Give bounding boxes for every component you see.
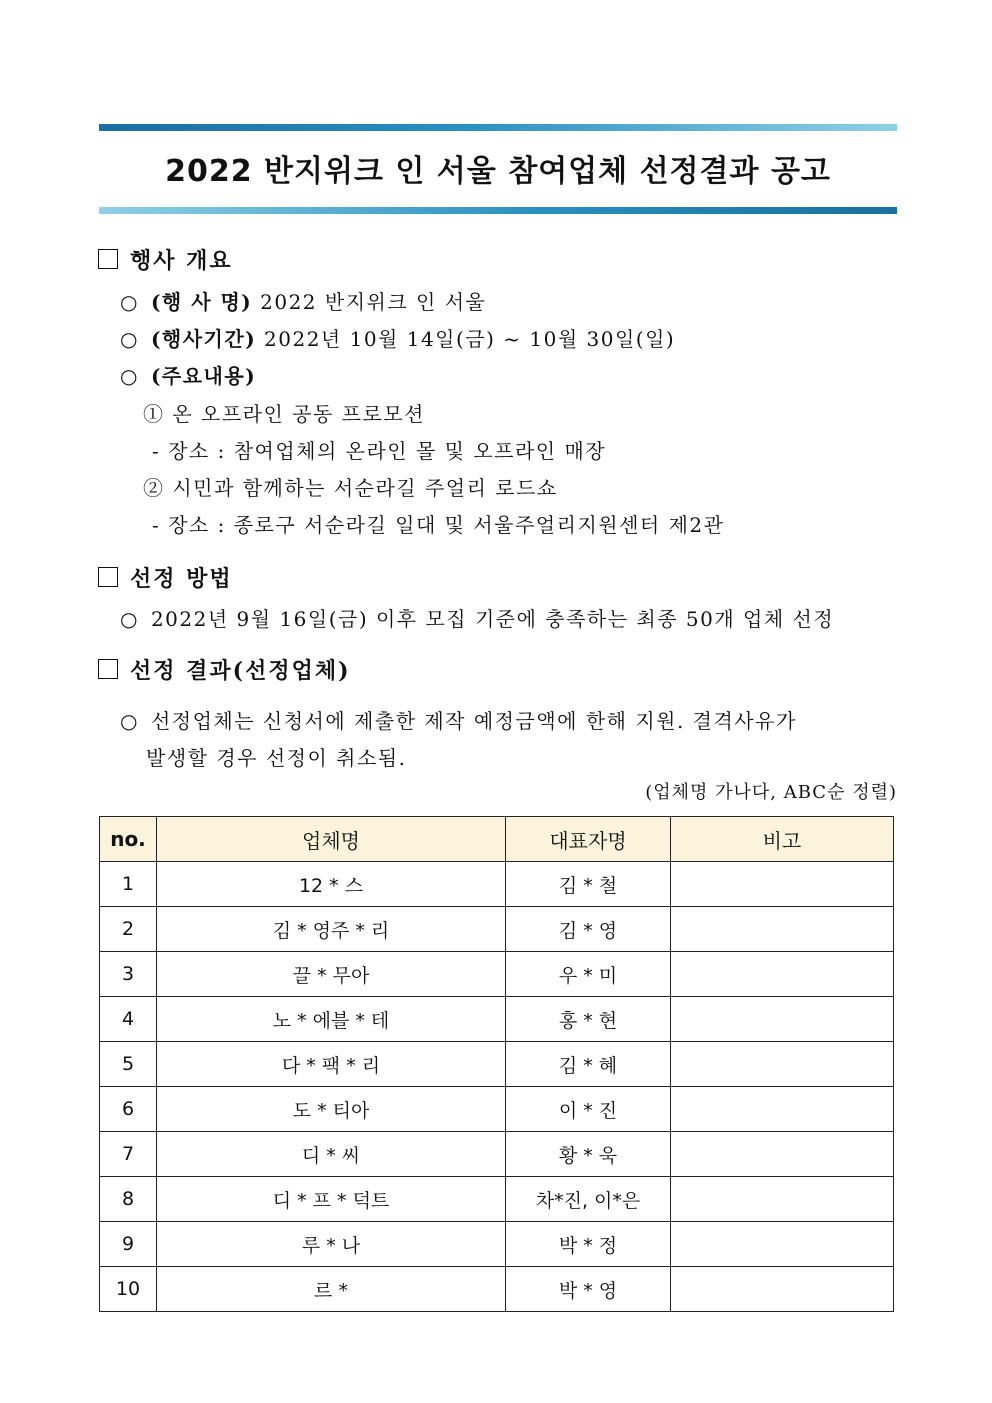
- header-no: no.: [100, 817, 157, 862]
- cell-company: 노 * 에블 * 테: [157, 997, 506, 1042]
- cell-representative: 박 * 정: [506, 1222, 671, 1267]
- cell-remarks: [671, 862, 894, 907]
- cell-no: 2: [100, 907, 157, 952]
- cell-remarks: [671, 907, 894, 952]
- overview-event-name: ○ (행 사 명) 2022 반지위크 인 서울: [120, 290, 487, 314]
- cell-company: 디 * 씨: [157, 1132, 506, 1177]
- cell-no: 7: [100, 1132, 157, 1177]
- header-remarks: 비고: [671, 817, 894, 862]
- cell-representative: 김 * 영: [506, 907, 671, 952]
- section-heading-results: 선정 결과(선정업체): [98, 654, 351, 685]
- overview-item-1-detail: - 장소 : 참여업체의 온라인 몰 및 오프라인 매장: [152, 439, 607, 463]
- results-text-line-2: 발생할 경우 선정이 취소됨.: [146, 746, 407, 770]
- title-top-bar: [99, 124, 897, 131]
- cell-no: 5: [100, 1042, 157, 1087]
- cell-no: 8: [100, 1177, 157, 1222]
- checkbox-square-icon: [98, 249, 118, 269]
- cell-no: 3: [100, 952, 157, 997]
- cell-no: 10: [100, 1267, 157, 1312]
- table-header-row: [100, 817, 894, 862]
- checkbox-square-icon: [98, 659, 118, 679]
- bullet-circle-icon: ○: [120, 290, 139, 314]
- bullet-circle-icon: ○: [120, 709, 139, 733]
- cell-remarks: [671, 1087, 894, 1132]
- selected-vendors-table: [99, 816, 894, 1312]
- checkbox-square-icon: [98, 567, 118, 587]
- circled-number-2: ②: [143, 476, 165, 500]
- cell-no: 1: [100, 862, 157, 907]
- table-row: [100, 907, 894, 952]
- cell-no: 6: [100, 1087, 157, 1132]
- bullet-circle-icon: ○: [120, 327, 139, 351]
- cell-company: 끌 * 무아: [157, 952, 506, 997]
- table-row: [100, 1042, 894, 1087]
- section-heading-overview: 행사 개요: [98, 244, 233, 275]
- overview-item-2: ② 시민과 함께하는 서순라길 주얼리 로드쇼: [143, 476, 558, 500]
- cell-company: 김 * 영주 * 리: [157, 907, 506, 952]
- table-row: [100, 997, 894, 1042]
- cell-no: 9: [100, 1222, 157, 1267]
- header-representative: 대표자명: [506, 817, 671, 862]
- method-text: ○ 2022년 9월 16일(금) 이후 모집 기준에 충족하는 최종 50개 업체 선정: [120, 607, 835, 631]
- cell-representative: 황 * 욱: [506, 1132, 671, 1177]
- cell-no: 4: [100, 997, 157, 1042]
- cell-representative: 박 * 영: [506, 1267, 671, 1312]
- bullet-circle-icon: ○: [120, 607, 139, 631]
- cell-remarks: [671, 1267, 894, 1312]
- overview-event-period: ○ (행사기간) 2022년 10월 14일(금) ~ 10월 30일(일): [120, 327, 676, 351]
- header-company: 업체명: [157, 817, 506, 862]
- cell-company: 다 * 팩 * 리: [157, 1042, 506, 1087]
- section-heading-method: 선정 방법: [98, 562, 233, 593]
- overview-main-content: ○ (주요내용): [120, 364, 257, 388]
- cell-representative: 차*진, 이*은: [506, 1177, 671, 1222]
- title-bottom-bar: [99, 207, 897, 214]
- sort-note: (업체명 가나다, ABC순 정렬): [645, 782, 897, 803]
- table-row: [100, 952, 894, 997]
- cell-representative: 김 * 철: [506, 862, 671, 907]
- circled-number-1: ①: [143, 402, 165, 426]
- bullet-circle-icon: ○: [120, 364, 139, 388]
- cell-company: 도 * 티아: [157, 1087, 506, 1132]
- cell-remarks: [671, 1222, 894, 1267]
- table-row: [100, 1267, 894, 1312]
- overview-item-2-detail: - 장소 : 종로구 서순라길 일대 및 서울주얼리지원센터 제2관: [152, 513, 725, 537]
- cell-remarks: [671, 952, 894, 997]
- cell-representative: 이 * 진: [506, 1087, 671, 1132]
- table-row: [100, 862, 894, 907]
- table-row: [100, 1177, 894, 1222]
- table-row: [100, 1222, 894, 1267]
- cell-representative: 우 * 미: [506, 952, 671, 997]
- cell-representative: 홍 * 현: [506, 997, 671, 1042]
- cell-remarks: [671, 1042, 894, 1087]
- table-row: [100, 1132, 894, 1177]
- cell-remarks: [671, 1132, 894, 1177]
- cell-remarks: [671, 997, 894, 1042]
- cell-company: 루 * 나: [157, 1222, 506, 1267]
- cell-remarks: [671, 1177, 894, 1222]
- cell-company: 12 * 스: [157, 862, 506, 907]
- page-title: 2022 반지위크 인 서울 참여업체 선정결과 공고: [165, 154, 831, 189]
- cell-company: 르 *: [157, 1267, 506, 1312]
- cell-representative: 김 * 혜: [506, 1042, 671, 1087]
- overview-item-1: ① 온 오프라인 공동 프로모션: [143, 402, 425, 426]
- results-text-line-1: ○ 선정업체는 신청서에 제출한 제작 예정금액에 한해 지원. 결격사유가: [120, 709, 797, 733]
- cell-company: 디 * 프 * 덕트: [157, 1177, 506, 1222]
- table-row: [100, 1087, 894, 1132]
